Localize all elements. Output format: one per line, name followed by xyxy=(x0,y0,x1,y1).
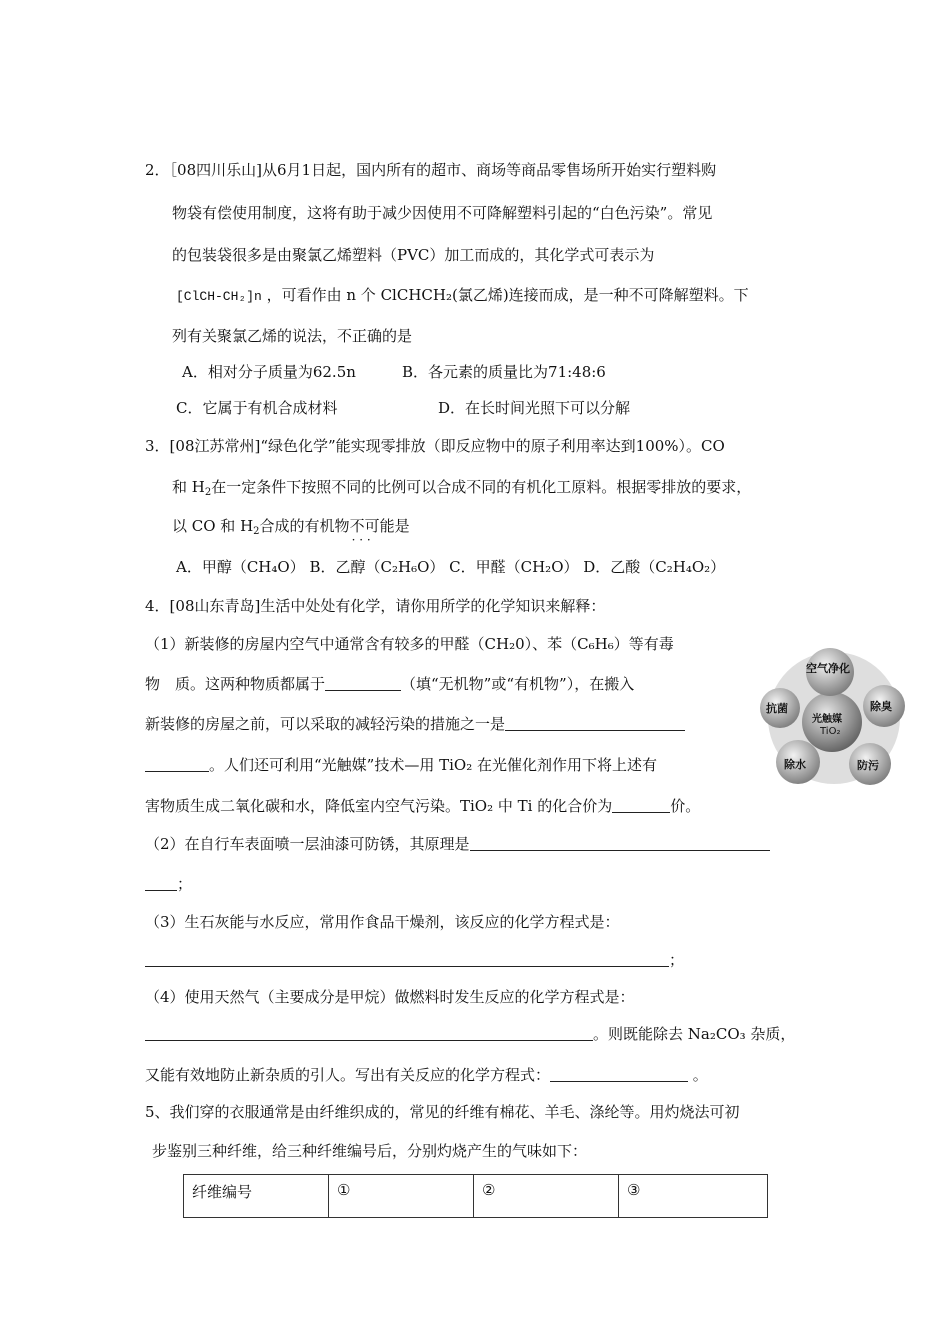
table-cell-fiber-2: ② xyxy=(474,1175,619,1218)
q4-part1-b-post: （填“无机物”或“有机物”），在搬入 xyxy=(401,675,635,693)
q4-part1-b xyxy=(145,674,634,694)
q2-line-5: 列有关聚氯乙烯的说法，不正确的是 xyxy=(172,327,413,345)
q4-part3: （3）生石灰能与水反应，常用作食品干燥剂，该反应的化学方程式是： xyxy=(145,913,620,931)
table-cell-header: 纤维编号 xyxy=(184,1175,329,1218)
q4-part1-c xyxy=(145,714,685,734)
answer-blank-methane[interactable] xyxy=(145,1026,593,1041)
q2-line-2: 物袋有偿使用制度，这将有助于减少因使用不可降解塑料引起的“白色污染”。常见 xyxy=(172,204,713,222)
q3-sub-2: 2 xyxy=(204,487,212,498)
q2-line-1: 2．［08四川乐山]从6月1日起，国内所有的超市、商场等商品零售场所开始实行塑料购 xyxy=(145,161,717,179)
q4-part3-b xyxy=(145,950,684,970)
q4-part1-b-pre: 物 质。这两种物质都属于 xyxy=(145,675,326,693)
q4-part2-text: （2）在自行车表面喷一层油漆可防锈，其原理是 xyxy=(145,835,470,853)
q3-line-3 xyxy=(172,516,410,542)
q4-part4-b-text: 。则既能除去 Na₂CO₃ 杂质， xyxy=(593,1025,796,1043)
q3-options: A．甲醇（CH₄O） B．乙醇（C₂H₆O） C．甲醛（CH₂O） D．乙酸（C₂H₄O₂） xyxy=(176,558,726,576)
badge-top-label: 空气净化 xyxy=(806,662,850,675)
answer-blank-rust-cont[interactable] xyxy=(145,876,177,891)
q4-part2-b-text: ； xyxy=(177,875,193,893)
q4-part1-e-post: 价。 xyxy=(670,797,701,815)
table-cell-fiber-1: ① xyxy=(329,1175,474,1218)
q4-line-1: 4．[08山东青岛]生活中处处有化学，请你用所学的化学知识来解释： xyxy=(145,597,606,615)
q3-sub-3: 2 xyxy=(253,526,260,537)
q2-option-c: C．它属于有机合成材料 xyxy=(176,399,338,417)
q4-part4-c-post: 。 xyxy=(692,1066,708,1084)
badge-left-label: 抗菌 xyxy=(766,702,788,715)
q2-option-a: A．相对分子质量为62.5n xyxy=(182,363,356,381)
table-row xyxy=(184,1175,768,1218)
q5-line-1: 5、我们穿的衣服通常是由纤维织成的，常见的纤维有棉花、羊毛、涤纶等。用灼烧法可初 xyxy=(145,1103,740,1121)
q3-line-2 xyxy=(172,477,751,503)
q2-line-3: 的包装袋很多是由聚氯乙烯塑料（PVC）加工而成的，其化学式可表示为 xyxy=(172,246,655,264)
q4-part1-d-text: 。人们还可利用“光触媒”技术—用 TiO₂ 在光催化剂作用下将上述有 xyxy=(209,756,657,774)
q2-option-d: D．在长时间光照下可以分解 xyxy=(438,399,631,417)
answer-blank-valence[interactable] xyxy=(612,798,670,813)
q4-part4-c xyxy=(145,1065,708,1085)
q3-emphasis: 不可能 · · · xyxy=(350,516,395,536)
q3-line-3e: 是 xyxy=(394,517,410,535)
q4-part1-c-text: 新装修的房屋之前，可以采取的减轻污染的措施之一是 xyxy=(145,715,506,733)
q3-line-3c: 合成的有机物 xyxy=(259,517,350,535)
q4-part1-e xyxy=(145,796,700,816)
q4-part3-b-text: ； xyxy=(669,951,685,969)
q4-part1-d xyxy=(145,755,657,775)
badge-bottom-left-label: 除水 xyxy=(784,758,806,771)
q4-part2-b xyxy=(145,874,192,894)
badge-bottom-right-label: 防污 xyxy=(857,759,879,772)
answer-blank-measure[interactable] xyxy=(505,716,685,731)
answer-blank-type[interactable] xyxy=(325,676,401,691)
q3-line-2c: 在一定条件下按照不同的比例可以合成不同的有机化工原料。根据零排放的要求， xyxy=(211,478,752,496)
q2-option-b: B．各元素的质量比为71:48:6 xyxy=(402,363,606,381)
fiber-table xyxy=(183,1174,768,1218)
q4-part2 xyxy=(145,834,770,854)
q4-part1-e-pre: 害物质生成二氧化碳和水，降低室内空气污染。TiO₂ 中 Ti 的化合价为 xyxy=(145,797,613,815)
q2-line-4 xyxy=(176,285,749,307)
badge-right-label: 除臭 xyxy=(870,700,892,713)
table-cell-fiber-3: ③ xyxy=(619,1175,768,1218)
q2-line-4-text: ，可看作由 n 个 ClCHCH₂(氯乙烯)连接而成，是一种不可降解塑料。下 xyxy=(266,286,749,304)
answer-blank-rust[interactable] xyxy=(470,836,770,851)
q4-part4: （4）使用天然气（主要成分是甲烷）做燃料时发生反应的化学方程式是： xyxy=(145,988,635,1006)
badge-center-label: 光触媒 xyxy=(812,714,842,725)
q3-line-1: 3．[08江苏常州]“绿色化学”能实现零排放（即反应物中的原子利用率达到100%）。CO xyxy=(145,437,725,455)
answer-blank-equation[interactable] xyxy=(550,1067,688,1082)
answer-blank-measure-cont[interactable] xyxy=(145,757,209,772)
q4-part4-b xyxy=(145,1024,795,1044)
q4-part1-a: （1）新装修的房屋内空气中通常含有较多的甲醛（CH₂0）、苯（C₆H₆）等有毒 xyxy=(145,635,674,653)
answer-blank-quicklime[interactable] xyxy=(145,952,669,967)
q3-line-3a: 以 CO 和 H xyxy=(172,517,254,535)
photocatalyst-diagram xyxy=(758,644,910,794)
q4-part4-c-pre: 又能有效地防止新杂质的引人。写出有关反应的化学方程式： xyxy=(145,1066,551,1084)
pvc-formula: [ClCH-CH₂]n xyxy=(176,289,262,304)
badge-center-label-2: TiO₂ xyxy=(820,726,841,737)
q5-line-2: 步鉴别三种纤维，给三种纤维编号后，分别灼烧产生的气味如下： xyxy=(152,1142,588,1160)
q3-line-2a: 和 H xyxy=(172,478,205,496)
